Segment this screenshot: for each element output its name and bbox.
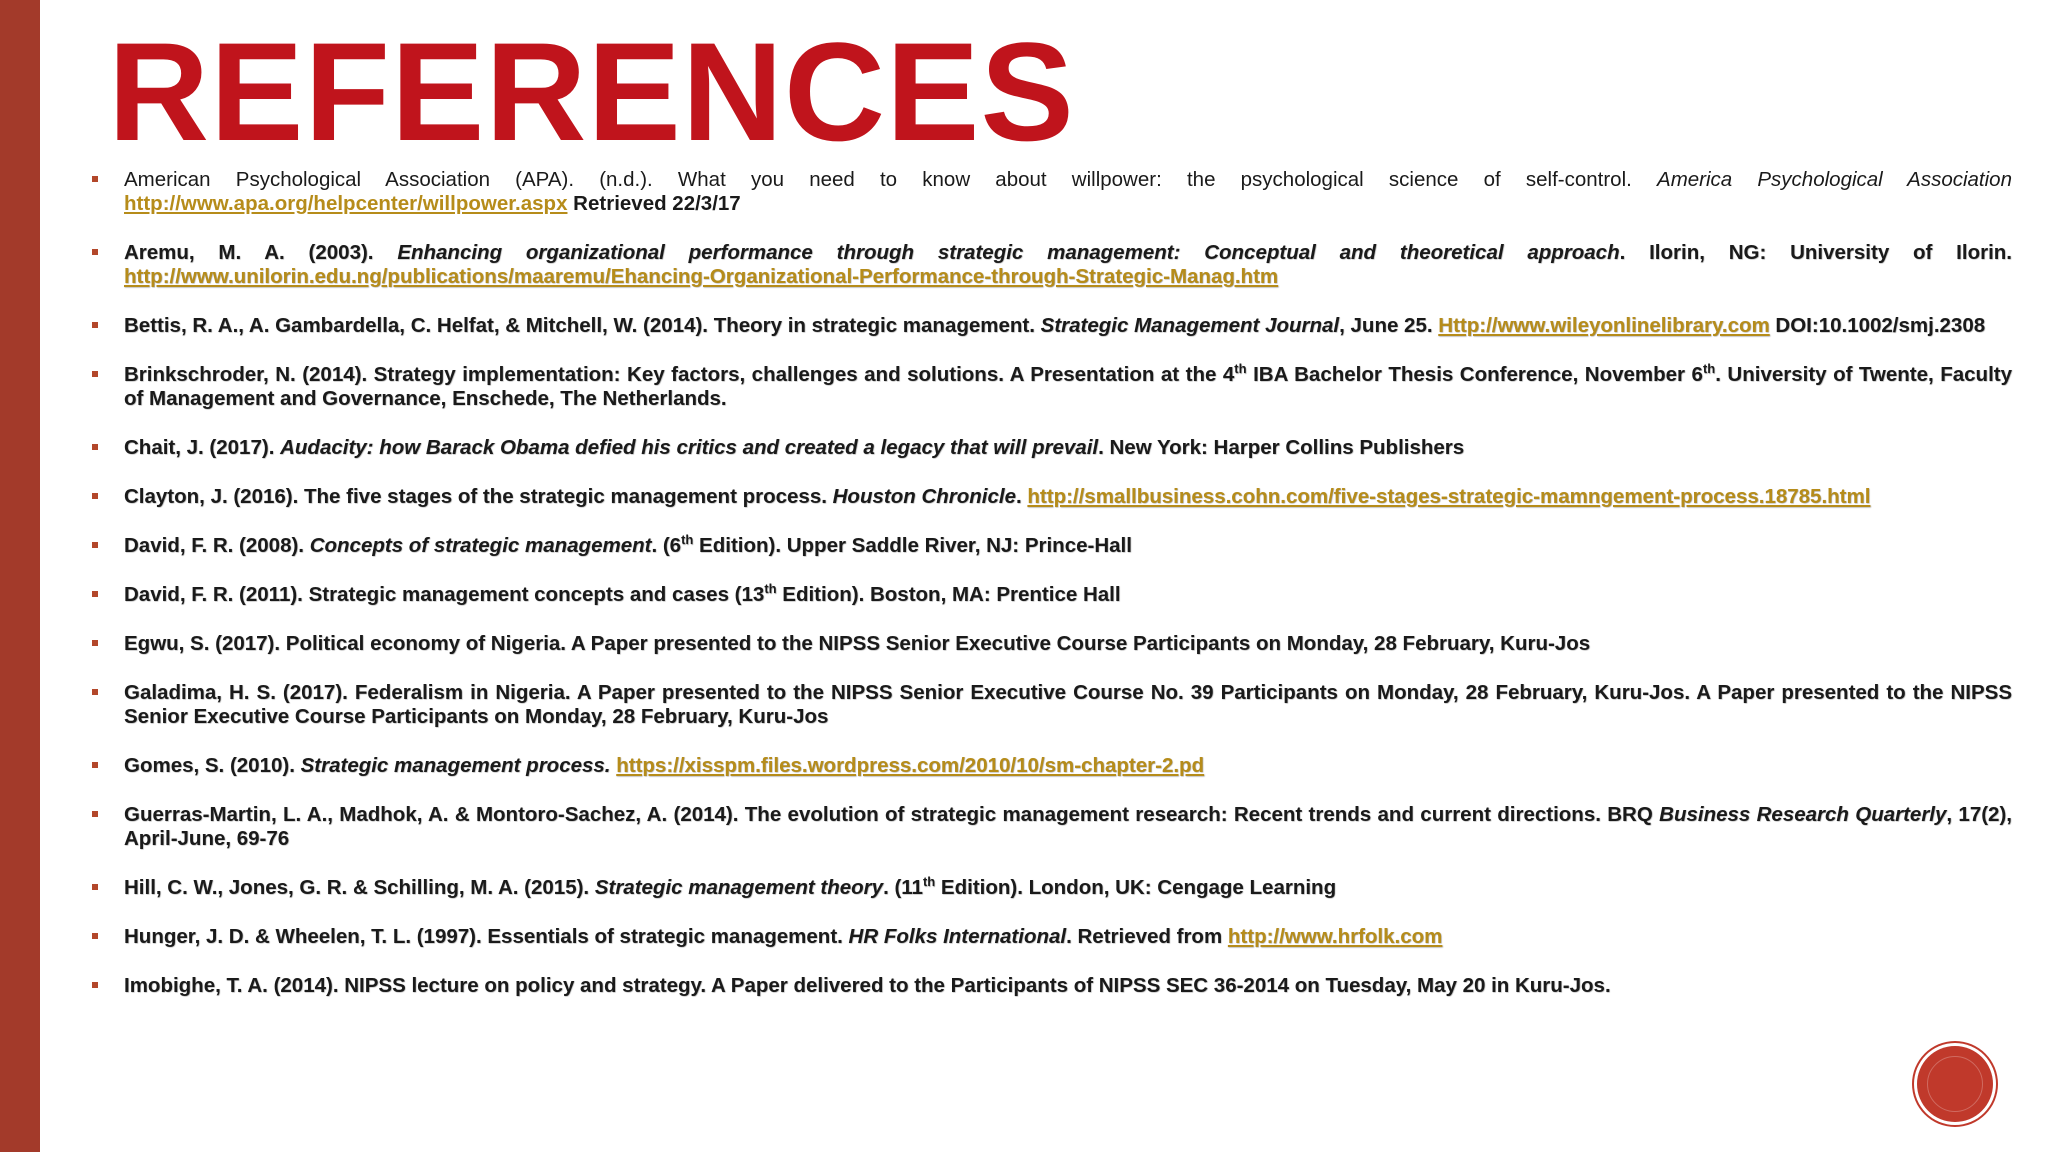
reference-list xyxy=(92,168,2012,1023)
reference-text: IBA Bachelor Thesis Conference, November 6 xyxy=(1246,363,1703,386)
reference-item-galadima xyxy=(92,681,2012,729)
reference-text: . Ilorin, NG: University of Ilorin. xyxy=(1619,241,2012,264)
bullet-icon xyxy=(92,811,98,817)
ordinal-suffix: th xyxy=(764,581,777,597)
reference-source: America Psychological Association xyxy=(1657,168,2012,191)
reference-item-clayton xyxy=(92,485,2012,509)
reference-text: . Retrieved from xyxy=(1066,925,1228,948)
reference-title: Strategic management theory xyxy=(594,876,884,899)
reference-title: Enhancing organizational performance through strategic management: Conceptual and theoretical approach xyxy=(397,241,1620,264)
bullet-icon xyxy=(92,493,98,499)
ordinal-suffix: th xyxy=(922,874,936,890)
reference-text: David, F. R. (2008). xyxy=(124,534,310,557)
ordinal-suffix: th xyxy=(681,532,694,548)
reference-item-guerras-martin xyxy=(92,803,2012,851)
badge-inner-ring xyxy=(1927,1056,1983,1112)
bullet-icon xyxy=(92,933,98,939)
reference-text: Hill, C. W., Jones, G. R. & Schilling, M. A. (2015). xyxy=(124,876,595,899)
bullet-icon xyxy=(92,884,98,890)
reference-text: Edition). Boston, MA: Prentice Hall xyxy=(776,583,1121,606)
reference-item-chait xyxy=(92,436,2012,460)
reference-text: . (6 xyxy=(651,534,682,557)
reference-item-david-2011 xyxy=(92,583,2012,607)
reference-item-egwu xyxy=(92,632,2012,656)
reference-text: Imobighe, T. A. (2014). NIPSS lecture on policy and strategy. A Paper delivered to the Participants of NIPSS SEC 36-2014 on Tuesday, May 20 in Kuru-Jos. xyxy=(124,974,1611,997)
reference-link[interactable]: https://xisspm.files.wordpress.com/2010/10/sm-chapter-2.pd xyxy=(616,754,1205,777)
reference-item-imobighe xyxy=(92,974,2012,998)
reference-source: HR Folks International xyxy=(848,925,1067,948)
reference-link[interactable]: http://www.unilorin.edu.ng/publications/maaremu/Ehancing-Organizational-Performance-through-Strategic-Manag.htm xyxy=(124,265,1279,288)
reference-text: Edition). London, UK: Cengage Learning xyxy=(935,876,1337,899)
page-title: REFERENCES xyxy=(108,13,1075,170)
bullet-icon xyxy=(92,689,98,695)
reference-text: American Psychological Association (APA). (n.d.). What you need to know about willpower: the psychological science of self-control. xyxy=(124,168,1658,191)
reference-title: Concepts of strategic management xyxy=(309,534,652,557)
reference-text: . New York: Harper Collins Publishers xyxy=(1098,436,1465,459)
reference-item-apa xyxy=(92,168,2012,216)
reference-text: Retrieved 22/3/17 xyxy=(567,192,741,215)
bullet-icon xyxy=(92,249,98,255)
reference-text: Brinkschroder, N. (2014). Strategy implementation: Key factors, challenges and solutions. A Presentation at the 4 xyxy=(124,363,1235,386)
reference-text: Hunger, J. D. & Wheelen, T. L. (1997). Essentials of strategic management. xyxy=(124,925,849,948)
reference-link[interactable]: http://www.hrfolk.com xyxy=(1227,925,1443,948)
reference-item-hill xyxy=(92,876,2012,900)
bullet-icon xyxy=(92,982,98,988)
ordinal-suffix: th xyxy=(1234,361,1247,377)
bullet-icon xyxy=(92,371,98,377)
reference-text: DOI:10.1002/smj.2308 xyxy=(1769,314,1986,337)
left-accent-bar xyxy=(0,0,40,1152)
reference-item-gomes xyxy=(92,754,2012,778)
bullet-icon xyxy=(92,444,98,450)
reference-item-hunger xyxy=(92,925,2012,949)
red-circle-badge-icon xyxy=(1917,1046,1993,1122)
bullet-icon xyxy=(92,762,98,768)
reference-source: Houston Chronicle xyxy=(832,485,1016,508)
reference-link[interactable]: Http://www.wileyonlinelibrary.com xyxy=(1438,314,1770,337)
reference-link[interactable]: http://www.apa.org/helpcenter/willpower.aspx xyxy=(124,192,568,215)
bullet-icon xyxy=(92,542,98,548)
reference-source: Strategic Management Journal xyxy=(1040,314,1340,337)
reference-item-david-2008 xyxy=(92,534,2012,558)
ordinal-suffix: th xyxy=(1702,361,1716,377)
bullet-icon xyxy=(92,322,98,328)
reference-text: Galadima, H. S. (2017). Federalism in Nigeria. A Paper presented to the NIPSS Senior Executive Course No. 39 Participants on Monday, 28 February, Kuru-Jos. A Paper presented to the NIPSS Senior Executive Course Participants on Monday, 28 February, Kuru-Jos xyxy=(124,681,2012,728)
reference-text: Gomes, S. (2010). xyxy=(124,754,301,777)
reference-item-bettis xyxy=(92,314,2012,338)
reference-text: . (11 xyxy=(883,876,923,899)
reference-title: Audacity: how Barack Obama defied his critics and created a legacy that will prevail xyxy=(280,436,1099,459)
reference-text: , 17(2), April-June, 69-76 xyxy=(124,803,2012,850)
reference-text: Edition). Upper Saddle River, NJ: Prince-Hall xyxy=(693,534,1132,557)
bullet-icon xyxy=(92,176,98,182)
reference-title: Strategic management process. xyxy=(300,754,611,777)
reference-text: Guerras-Martin, L. A., Madhok, A. & Montoro-Sachez, A. (2014). The evolution of strategic management research: Recent trends and current directions. BRQ xyxy=(124,803,1660,826)
reference-text: , June 25. xyxy=(1339,314,1439,337)
reference-item-brinkschroder xyxy=(92,363,2012,411)
reference-text: Egwu, S. (2017). Political economy of Nigeria. A Paper presented to the NIPSS Senior Executive Course Participants on Monday, 28 February, Kuru-Jos xyxy=(124,632,1591,655)
reference-text: Bettis, R. A., A. Gambardella, C. Helfat, & Mitchell, W. (2014). Theory in strategic management. xyxy=(124,314,1041,337)
reference-text: . xyxy=(1015,485,1028,508)
reference-text: Aremu, M. A. (2003). xyxy=(124,241,398,264)
reference-link[interactable]: http://smallbusiness.cohn.com/five-stages-strategic-mamngement-process.18785.html xyxy=(1027,485,1871,508)
reference-text: Chait, J. (2017). xyxy=(124,436,281,459)
reference-source: Business Research Quarterly xyxy=(1659,803,1947,826)
bullet-icon xyxy=(92,591,98,597)
reference-item-aremu xyxy=(92,241,2012,289)
reference-text: . University of Twente, Faculty of Management and Governance, Enschede, The Netherlands. xyxy=(124,363,2012,410)
reference-text: Clayton, J. (2016). The five stages of the strategic management process. xyxy=(124,485,833,508)
reference-text: David, F. R. (2011). Strategic management concepts and cases (13 xyxy=(124,583,765,606)
bullet-icon xyxy=(92,640,98,646)
